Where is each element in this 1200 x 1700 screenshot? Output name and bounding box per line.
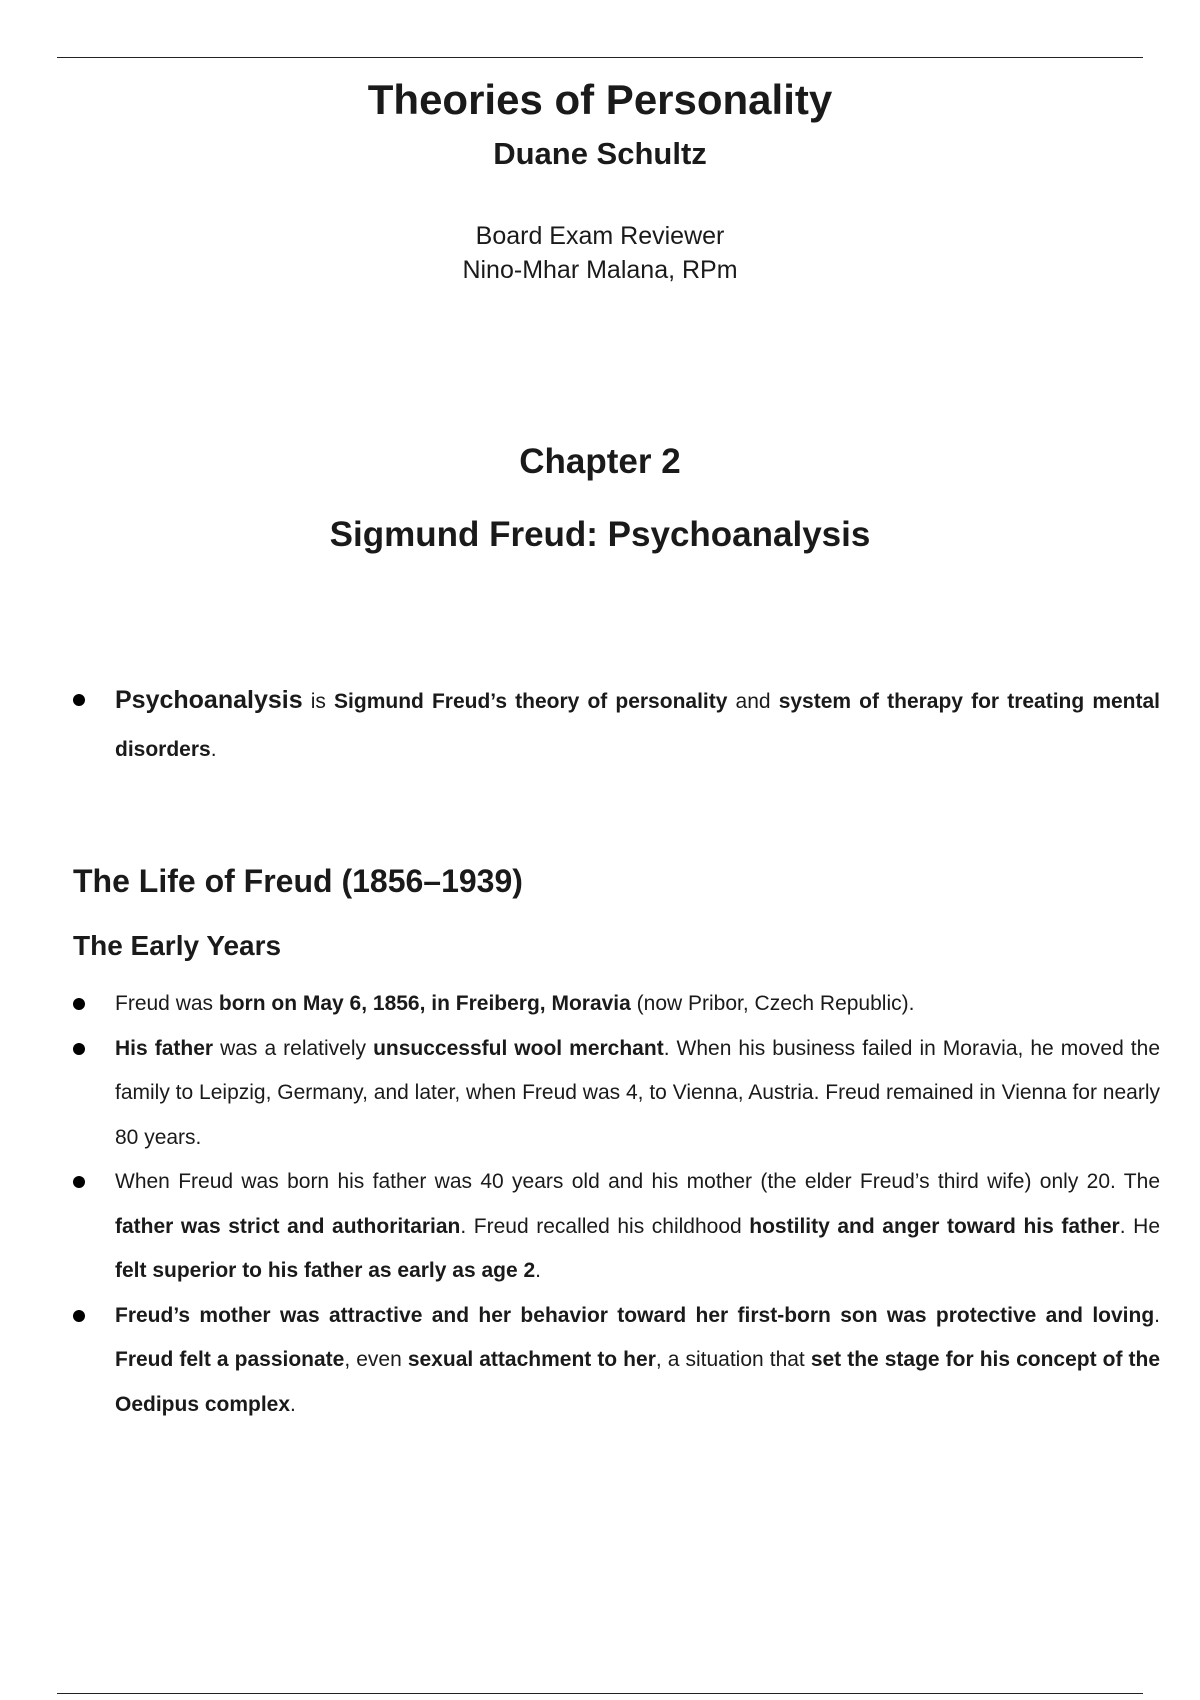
early-years-list	[0, 982, 1200, 1427]
bullet-dot-icon	[73, 1310, 85, 1322]
text-run: Freud was	[115, 992, 219, 1015]
text-run: . When his business failed in Moravia, he moved the family to Leipzig, Germany, and later, when Freud was 4, to Vienna, Austria. Freud remained in Vienna for nearly 80 years.	[115, 1036, 1160, 1149]
bold-run: sexual attachment to her	[407, 1348, 656, 1371]
bold-run: Freud felt a passionate	[115, 1348, 345, 1371]
preparer-name: Nino-Mhar Malana, RPm	[462, 256, 738, 284]
list-item	[0, 982, 1200, 1027]
text-run: . Freud recalled his childhood	[460, 1214, 750, 1238]
bold-run: unsuccessful wool merchant	[373, 1036, 664, 1060]
section-subheading: The Early Years	[73, 930, 282, 961]
bold-run: His father	[115, 1036, 214, 1060]
intro-lead: Psychoanalysis	[115, 686, 303, 714]
text-run: .	[210, 738, 217, 761]
bold-run: born on May 6, 1856, in Freiberg, Moravia	[218, 992, 631, 1015]
list-item	[0, 1294, 1200, 1428]
text-run: When Freud was born his father was 40 years old and his mother (the elder Freud’s third wife) only 20. The	[115, 1170, 1160, 1193]
text-run: is	[302, 690, 335, 713]
text-run: .	[1154, 1303, 1160, 1327]
reviewer-label: Board Exam Reviewer	[475, 222, 725, 250]
text-run: .	[290, 1392, 296, 1416]
document-title: Theories of Personality	[367, 76, 833, 123]
bold-run: set the stage for his concept of the Oedipus complex	[115, 1348, 1160, 1416]
section-heading: The Life of Freud (1856–1939)	[73, 863, 523, 899]
list-item	[0, 1160, 1200, 1294]
bold-run: Sigmund Freud’s theory of personality	[334, 690, 728, 713]
text-run: , a situation that	[655, 1348, 811, 1371]
bottom-rule	[57, 1693, 1143, 1694]
document-author: Duane Schultz	[493, 136, 707, 171]
intro-list	[0, 676, 1200, 774]
bullet-dot-icon	[73, 1043, 85, 1055]
text-run: was a relatively	[213, 1036, 374, 1060]
bold-run: father was strict and authoritarian	[115, 1214, 461, 1238]
top-rule	[57, 57, 1143, 58]
bold-run: felt superior to his father as early as age 2	[115, 1259, 536, 1282]
text-run: , even	[344, 1348, 408, 1371]
text-run: (now Pribor, Czech Republic).	[630, 992, 915, 1015]
intro-bullet	[0, 676, 1200, 774]
bold-run: Freud’s mother was attractive and her behavior toward her first-born son was protective and loving	[115, 1303, 1155, 1327]
bold-run: hostility and anger toward his father	[749, 1214, 1120, 1238]
text-run: . He	[1119, 1214, 1160, 1238]
bullet-dot-icon	[73, 694, 85, 706]
bold-run: system of therapy for treating mental disorders	[115, 690, 1161, 761]
text-run: and	[727, 690, 779, 713]
bullet-dot-icon	[73, 998, 85, 1010]
list-item	[0, 1027, 1200, 1161]
chapter-title: Sigmund Freud: Psychoanalysis	[329, 515, 871, 554]
text-run: .	[535, 1259, 542, 1282]
bullet-dot-icon	[73, 1176, 85, 1188]
chapter-number: Chapter 2	[519, 442, 681, 481]
